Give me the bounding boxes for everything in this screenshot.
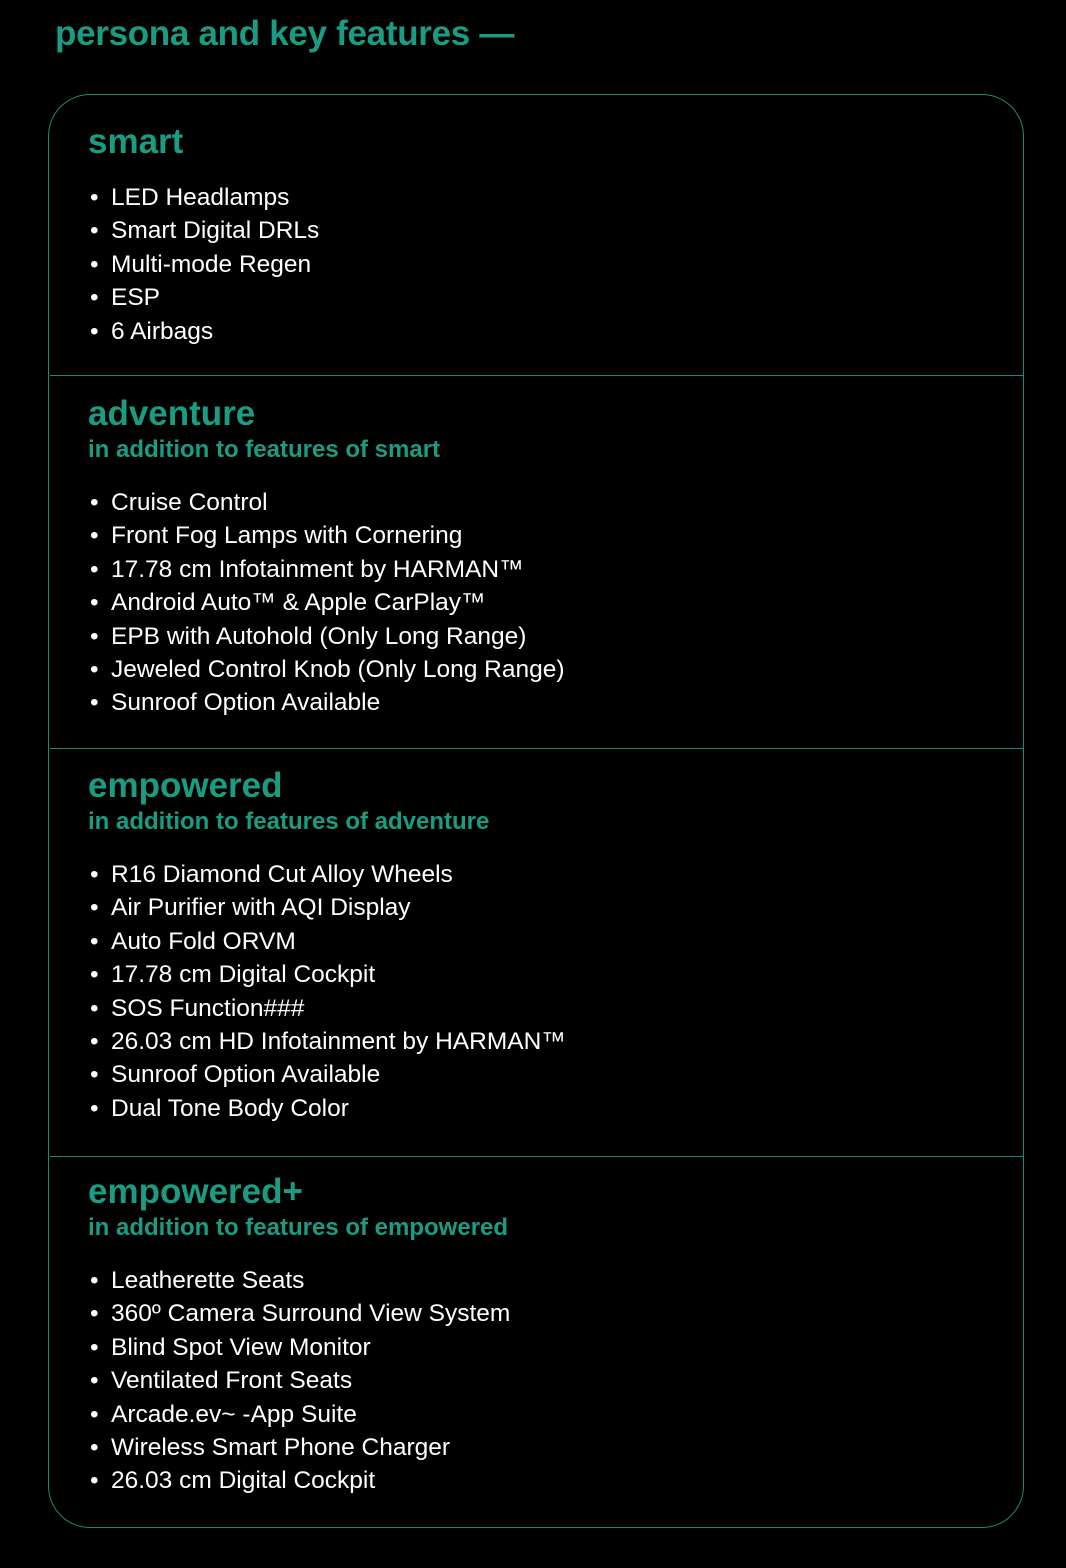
feature-item: [88, 992, 566, 1025]
feature-item: [88, 553, 565, 586]
feature-item: [88, 1058, 566, 1091]
feature-item: [88, 1297, 510, 1330]
feature-label: Cruise Control: [111, 489, 268, 516]
feature-label: Front Fog Lamps with Cornering: [111, 522, 463, 550]
section-title-adventure: adventure: [88, 394, 256, 433]
feature-item: [88, 248, 319, 281]
bullet-icon: •: [90, 250, 99, 278]
feature-item: [88, 281, 319, 314]
feature-label: 17.78 cm Digital Cockpit: [111, 961, 376, 989]
feature-item: [88, 1364, 510, 1397]
bullet-icon: •: [90, 1400, 99, 1428]
feature-item: [88, 486, 565, 519]
feature-item: [88, 519, 565, 552]
feature-label: LED Headlamps: [111, 184, 290, 211]
feature-item: [88, 1025, 566, 1058]
bullet-icon: •: [90, 1467, 99, 1495]
section-divider: [50, 748, 1023, 749]
feature-label: 26.03 cm HD Infotainment by HARMAN™: [111, 1027, 566, 1055]
feature-item: [88, 653, 565, 686]
feature-item: [88, 958, 566, 991]
feature-list-adventure: [88, 486, 565, 720]
feature-item: [88, 1431, 510, 1464]
page-title: persona and key features —: [55, 14, 515, 53]
feature-label: Arcade.ev~ -App Suite: [111, 1400, 357, 1428]
feature-item: [88, 1398, 510, 1431]
bullet-icon: •: [90, 317, 99, 345]
bullet-icon: •: [90, 655, 99, 683]
feature-label: Sunroof Option Available: [111, 689, 381, 717]
bullet-icon: •: [90, 961, 99, 989]
bullet-icon: •: [90, 927, 99, 955]
bullet-icon: •: [90, 994, 99, 1022]
section-title-smart: smart: [88, 122, 184, 161]
bullet-icon: •: [90, 1333, 99, 1361]
section-title-empowered: empowered: [88, 766, 283, 805]
feature-item: [88, 858, 566, 891]
feature-list-empowered: [88, 858, 566, 1125]
feature-item: [88, 1331, 510, 1364]
section-divider: [50, 375, 1023, 376]
section-subtitle-empowered-plus: in addition to features of empowered: [88, 1214, 509, 1241]
feature-label: Leatherette Seats: [111, 1267, 305, 1294]
bullet-icon: •: [90, 1094, 99, 1122]
feature-item: [88, 1092, 566, 1125]
feature-item: [88, 214, 319, 247]
feature-list-empowered-plus: [88, 1264, 510, 1498]
bullet-icon: •: [90, 1300, 99, 1328]
bullet-icon: •: [90, 522, 99, 550]
bullet-icon: •: [90, 555, 99, 583]
section-subtitle-empowered: in addition to features of adventure: [88, 808, 490, 835]
bullet-icon: •: [90, 1433, 99, 1461]
feature-label: SOS Function###: [111, 994, 305, 1022]
feature-label: Sunroof Option Available: [111, 1061, 381, 1089]
feature-label: Smart Digital DRLs: [111, 217, 320, 245]
bullet-icon: •: [90, 861, 99, 888]
feature-label: Blind Spot View Monitor: [111, 1333, 371, 1361]
section-title-empowered-plus: empowered+: [88, 1172, 303, 1211]
bullet-icon: •: [90, 217, 99, 245]
feature-item: [88, 181, 319, 214]
bullet-icon: •: [90, 284, 99, 312]
feature-label: Android Auto™ & Apple CarPlay™: [111, 589, 486, 617]
feature-label: Air Purifier with AQI Display: [111, 894, 411, 922]
feature-label: R16 Diamond Cut Alloy Wheels: [111, 861, 453, 888]
feature-item: [88, 620, 565, 653]
bullet-icon: •: [90, 1267, 99, 1294]
feature-item: [88, 315, 319, 348]
feature-label: 360º Camera Surround View System: [111, 1300, 511, 1328]
feature-label: Ventilated Front Seats: [111, 1367, 353, 1395]
feature-label: Wireless Smart Phone Charger: [111, 1433, 451, 1461]
section-divider: [50, 1156, 1023, 1157]
feature-label: 17.78 cm Infotainment by HARMAN™: [111, 555, 524, 583]
bullet-icon: •: [90, 489, 99, 516]
bullet-icon: •: [90, 1061, 99, 1089]
feature-item: [88, 586, 565, 619]
feature-item: [88, 686, 565, 719]
bullet-icon: •: [90, 622, 99, 650]
bullet-icon: •: [90, 689, 99, 717]
feature-label: EPB with Autohold (Only Long Range): [111, 622, 527, 650]
feature-label: ESP: [111, 284, 161, 312]
bullet-icon: •: [90, 894, 99, 922]
bullet-icon: •: [90, 1027, 99, 1055]
bullet-icon: •: [90, 184, 99, 211]
feature-label: Jeweled Control Knob (Only Long Range): [111, 655, 565, 683]
feature-item: [88, 925, 566, 958]
feature-item: [88, 1464, 510, 1497]
bullet-icon: •: [90, 1367, 99, 1395]
feature-item: [88, 1264, 510, 1297]
feature-list-smart: [88, 181, 319, 348]
feature-label: Auto Fold ORVM: [111, 927, 296, 955]
feature-label: 6 Airbags: [111, 317, 214, 345]
feature-item: [88, 891, 566, 924]
section-subtitle-adventure: in addition to features of smart: [88, 436, 441, 463]
feature-label: Multi-mode Regen: [111, 250, 312, 278]
feature-label: Dual Tone Body Color: [111, 1094, 349, 1122]
bullet-icon: •: [90, 589, 99, 617]
feature-label: 26.03 cm Digital Cockpit: [111, 1467, 376, 1495]
